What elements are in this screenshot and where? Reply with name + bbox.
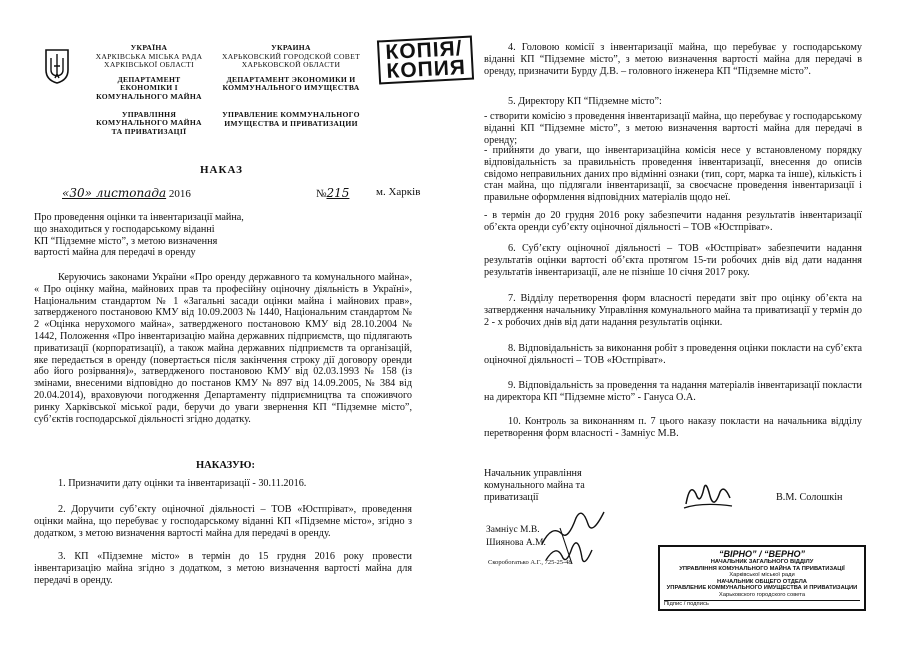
doc-city: м. Харків: [376, 186, 421, 198]
order-item-5b: - прийняти до уваги, що інвентаризаційна комісія несе у встановленому порядку відповідальність за правильність проведення інвентаризації, внесення до описів свідомо неправильних даних про відмінні ознаки (тип, сорт, марка та інше), кількість і стан майна, що підлягали інвентаризації, за своєчасне проведення інвентаризації і правильне оформлення відповідних матеріалів щодо неї.: [484, 145, 862, 204]
subject-line-4: вартості майна для передачі в оренду: [34, 247, 196, 259]
header-left-dept3: КОМУНАЛЬНОГО МАЙНА: [96, 91, 202, 101]
executor-3: Скоробогатько А.Г., 725-25-48: [488, 559, 572, 566]
order-item-7: 7. Відділу перетворення форм власності передати звіт про оцінку об’єкта на затвердження начальнику Управління комунального майна та приватизації у термін до 2 - х робочих днів від дати надання результатів оцінки.: [484, 293, 862, 328]
stamp-line-1: НАЧАЛЬНИК ЗАГАЛЬНОГО ВІДДІЛУ: [710, 559, 814, 565]
header-right-dept1: ДЕПАРТАМЕНТ ЭКОНОМИКИ И: [226, 74, 356, 84]
signatory-position-2: комунального майна та: [484, 479, 585, 491]
order-item-5c: - в термін до 20 грудня 2016 року забезпечити надання результатів інвентаризації об’єкта оренди суб’єкту оціночної діяльності – ТОВ «Юстпріват».: [484, 210, 862, 233]
doc-number-prefix: №: [316, 188, 327, 200]
executor-1: Замніус М.В.: [486, 525, 540, 535]
copy-stamp-line2: КОПИЯ: [385, 55, 467, 84]
order-item-2: 2. Доручити суб’єкту оціночної діяльності – ТОВ «Юстпріват», проведення оцінки майна, що перебуває у господарському віданні КП «Підземне місто», згідно з додатком, з метою визначення вартості майна для передачі в оренду.: [34, 504, 412, 539]
signature-main-icon: [680, 476, 736, 521]
header-left-dept1: ДЕПАРТАМЕНТ: [117, 74, 181, 84]
signatory-position-3: приватизації: [484, 491, 539, 503]
header-left-country: УКРАЇНА: [130, 43, 168, 52]
doc-title: НАКАЗ: [200, 164, 243, 176]
order-heading: НАКАЗУЮ:: [196, 460, 255, 471]
doc-subject: [34, 212, 284, 259]
certified-true-stamp: [658, 545, 866, 611]
header-left-upr1: УПРАВЛІННЯ: [121, 109, 177, 119]
executor-2: Шиянова А.М.: [486, 538, 546, 548]
header-left-region: ХАРКІВСЬКОЇ ОБЛАСТІ: [104, 60, 194, 70]
doc-date-row: [62, 186, 422, 200]
doc-number-handwritten: 215: [326, 186, 350, 200]
stamp-line-6: Харьковского городского совета: [718, 591, 806, 598]
subject-line-3: КП “Підземне місто”, з метою визначення: [34, 235, 218, 247]
signatory-position: [484, 468, 624, 503]
header-right-country: УКРАИНА: [271, 43, 311, 52]
order-item-6: 6. Суб’єкту оціночної діяльності – ТОВ «Юстпріват» забезпечити надання результатів оцінки вартості об’єкта протягом 15-ти робочих днів від дати надання результатів інвентаризації, але не пізніше 10 січня 2017 року.: [484, 243, 862, 278]
stamp-title: “ВІРНО” / “ВЕРНО”: [718, 549, 805, 559]
header-left-dept2: ЕКОНОМІКИ І: [120, 83, 178, 93]
header-left-council: ХАРКІВСЬКА МІСЬКА РАДА: [95, 51, 203, 61]
header-left-upr2: КОМУНАЛЬНОГО МАЙНА: [96, 118, 202, 128]
stamp-line-3: Харківської міської ради: [729, 572, 795, 579]
subject-line-1: Про проведення оцінки та інвентаризації майна,: [34, 212, 244, 223]
header-right-upr2: ИМУЩЕСТВА И ПРИВАТИЗАЦИИ: [224, 118, 358, 128]
stamp-line-4: НАЧАЛЬНИК ОБЩЕГО ОТДЕЛА: [717, 578, 807, 585]
doc-preamble: Керуючись законами України «Про оренду державного та комунального майна», « Про оцінку майна, майнових прав та професійну оціночну діяльність в Україні», Національним стандартом № 1 «Загальні засади оцінки майна і майнових прав», затвердженого постановою КМУ від 10.09.2003 № 1440, Національним стандартом № 2 «Оцінка нерухомого майна», затвердженого постановою КМУ від 28.10.2004 № 1442, Положення «Про інвентаризацію майна державних підприємств, що підлягають приватизації (корпоратизації), а також майна державних підприємств та організацій, яке передається в оренду (повертається після закінчення строку дії договору оренди або його розірвання)», затвердженого постановою КМУ від 02.03.1993 № 158 (із змінами, внесеними відповідно до постанов КМУ № 897 від 14.09.2005, № 384 від 20.04.2014), враховуючи погодження Департаменту підприємництва та споживчого ринку Харківської міської ради, беручи до уваги звернення КП “Підземне місто”, суб’єктів господарської діяльності згідно додатку.: [34, 272, 412, 425]
order-item-8: 8. Відповідальність за виконання робіт з проведення оцінки покласти на суб’єкта оціночної діяльності – ТОВ «Юстпріват».: [484, 343, 862, 366]
stamp-sign-label: Підпис / подпись: [664, 600, 860, 608]
header-right-region: ХАРЬКОВСКОЙ ОБЛАСТИ: [241, 60, 341, 70]
signatory-position-1: Начальник управління: [484, 468, 582, 479]
header-right: [216, 44, 366, 128]
order-item-1: 1. Призначити дату оцінки та інвентаризації - 30.11.2016.: [58, 478, 307, 489]
coat-of-arms-icon: [44, 48, 70, 84]
header-right-upr1: УПРАВЛЕНИЕ КОММУНАЛЬНОГО: [222, 109, 360, 119]
header-right-dept2: КОММУНАЛЬНОГО ИМУЩЕСТВА: [222, 83, 360, 93]
stamp-line-2: УПРАВЛІННЯ КОМУНАЛЬНОГО МАЙНА ТА ПРИВАТИЗАЦІЇ: [679, 565, 845, 572]
signatory-name: В.М. Солошкін: [776, 492, 843, 503]
order-item-9: 9. Відповідальність за проведення та надання матеріалів інвентаризації покласти на директора КП “Підземне місто” - Гануса О.А.: [484, 380, 862, 403]
order-item-4: 4. Головою комісії з інвентаризації майна, що перебуває у господарському віданні КП “Підземне місто”, з метою визначення вартості майна для передачі в оренду, призначити Бурду Д.В. – головного інженера КП “Підземне місто”.: [484, 42, 862, 77]
order-item-5a: - створити комісію з проведення інвентаризації майна, що перебуває у господарському віданні КП “Підземне місто”, з метою визначення вартості майна для передачі в оренду;: [484, 111, 862, 146]
header-left: [88, 44, 210, 136]
order-item-10: 10. Контроль за виконанням п. 7 цього наказу покласти на начальника відділу перетворення форм власності - Замніус М.В.: [484, 416, 862, 439]
header-right-council: ХАРЬКОВСКИЙ ГОРОДСКОЙ СОВЕТ: [221, 51, 361, 61]
copy-stamp: [377, 36, 475, 85]
doc-date-handwritten: «30» листопада: [62, 186, 167, 200]
order-item-3: 3. КП «Підземне місто» в термін до 15 грудня 2016 року провести інвентаризацію майна згідно з додатком, з метою визначення вартості майна для передачі в оренду.: [34, 551, 412, 586]
order-item-5-head: 5. Директору КП “Підземне місто”:: [508, 96, 662, 107]
header-left-upr3: ТА ПРИВАТИЗАЦІЇ: [111, 126, 187, 136]
stamp-line-5: УПРАВЛЕНИЕ КОММУНАЛЬНОГО ИМУЩЕСТВА И ПРИВАТИЗАЦИИ: [666, 585, 858, 592]
doc-date-year: 2016: [168, 188, 191, 200]
signature-executors-icon: [532, 504, 612, 579]
subject-line-2: що знаходиться у господарському віданні: [34, 223, 215, 235]
copy-stamp-line1: КОПІЯ/: [384, 37, 464, 65]
